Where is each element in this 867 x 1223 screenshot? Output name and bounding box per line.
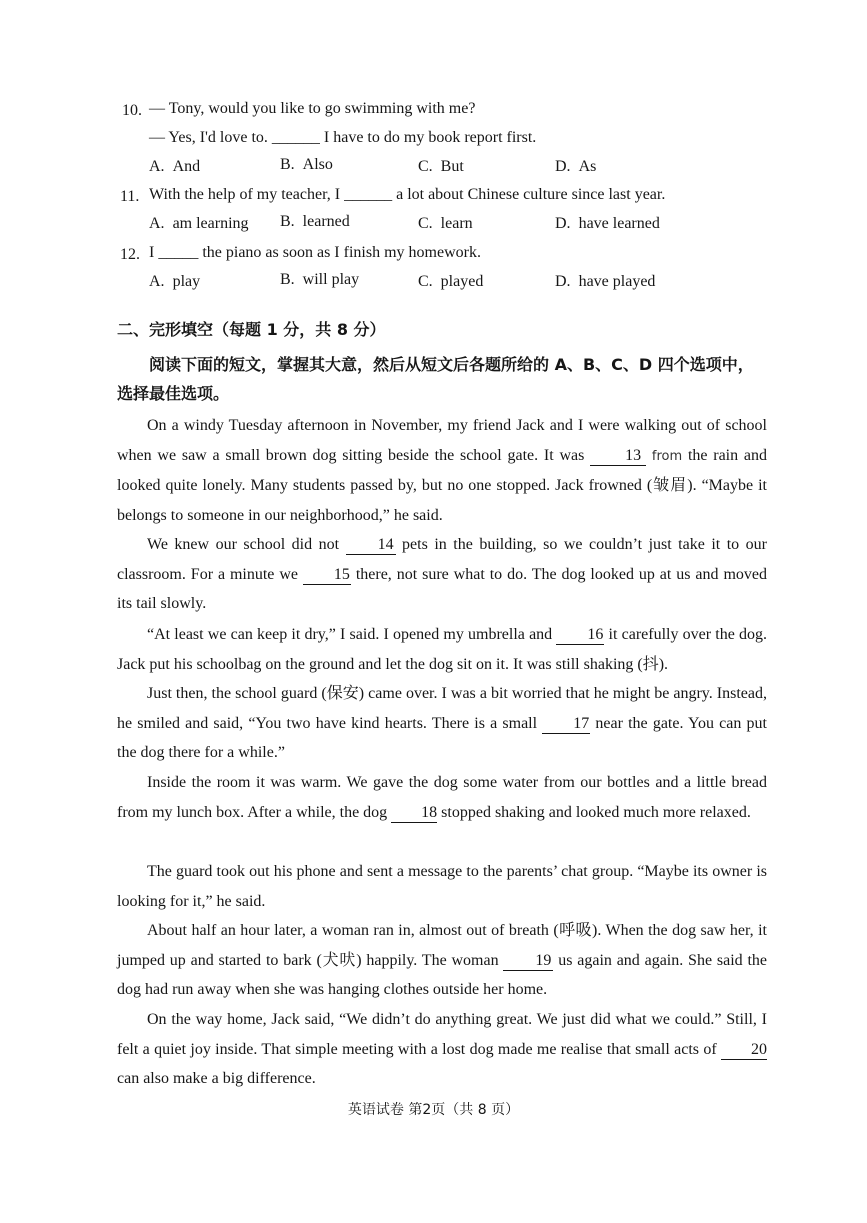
option-d: D. As <box>555 158 597 175</box>
passage-paragraph: About half an hour later, a woman ran in, almost out of breath (呼吸). When the dog saw her, it jumped up and started to bark (犬吠) happily. The woman 19 us again and again. She said the dog had run away when she was hanging clothes outside her home. <box>117 922 767 999</box>
blank-13: 13 <box>590 447 646 466</box>
passage-paragraph: Inside the room it was warm. We gave the dog some water from our bottles and a little bread from my lunch box. After a while, the dog 18 stopped shaking and looked much more relaxed. <box>117 774 767 821</box>
option-c: C. played <box>418 273 484 290</box>
blank-16: 16 <box>556 626 604 645</box>
question-number: 12. <box>120 246 140 263</box>
option-c: C. But <box>418 158 464 175</box>
question-stem: With the help of my teacher, I ______ a lot about Chinese culture since last year. <box>149 186 666 203</box>
question-stem: — Tony, would you like to go swimming with me? <box>149 100 476 117</box>
blank-15: 15 <box>303 566 351 585</box>
blank-17: 17 <box>542 715 590 734</box>
question-stem: — Yes, I'd love to. ______ I have to do my book report first. <box>149 129 537 146</box>
blank-14: 14 <box>346 536 396 555</box>
passage-paragraph: On the way home, Jack said, “We didn’t do anything great. We just did what we could.” Still, I felt a quiet joy inside. That simple meeting with a lost dog made me realise that small acts of 20 can also make a big difference. <box>117 1011 767 1088</box>
question-number: 11. <box>120 188 140 205</box>
option-d: D. have played <box>555 273 656 290</box>
passage-paragraph: Just then, the school guard (保安) came over. I was a bit worried that he might be angry. Instead, he smiled and said, “You two have kind hearts. There is a small 17 near the gate. You can put the dog there for a while.” <box>117 685 767 762</box>
passage-paragraph: The guard took out his phone and sent a message to the parents’ chat group. “Maybe its owner is looking for it,” he said. <box>117 863 767 910</box>
passage-paragraph: We knew our school did not 14 pets in the building, so we couldn’t just take it to our classroom. For a minute we 15 there, not sure what to do. The dog looked up at us and moved its tail slowly. <box>117 536 767 613</box>
page-footer: 英语试卷 第2页（共 8 页） <box>347 1102 520 1118</box>
question-number: 10. <box>122 102 142 119</box>
blank-20: 20 <box>721 1041 767 1060</box>
option-a: A. And <box>149 158 201 175</box>
blank-19: 19 <box>503 952 553 971</box>
option-b: B. learned <box>280 213 350 230</box>
section-instructions: 阅读下面的短文，掌握其大意，然后从短文后各题所给的 A、B、C、D 四个选项中，选择最佳选项。 <box>117 355 754 403</box>
passage-paragraph: “At least we can keep it dry,” I said. I opened my umbrella and 16 it carefully over the dog. Jack put his schoolbag on the ground and let the dog sit on it. It was still shaking (抖). <box>117 626 768 673</box>
passage-paragraph: On a windy Tuesday afternoon in November, my friend Jack and I were walking out of school when we saw a small brown dog sitting beside the school gate. It was 13 from the rain and looked quite lonely. Many students passed by, but no one stopped. Jack frowned (皱眉). “Maybe it belongs to someone in our neighborhood,” he said. <box>117 417 768 524</box>
blank-18: 18 <box>391 804 437 823</box>
section-title: 二、完形填空（每题 1 分，共 8 分） <box>117 320 386 339</box>
option-a: A. play <box>149 273 201 290</box>
option-a: A. am learning <box>149 215 249 232</box>
option-b: B. will play <box>280 271 360 288</box>
option-d: D. have learned <box>555 215 660 232</box>
option-b: B. Also <box>280 156 333 173</box>
option-c: C. learn <box>418 215 473 232</box>
question-stem: I _____ the piano as soon as I finish my homework. <box>149 244 481 261</box>
handwritten-note: from <box>651 448 683 464</box>
